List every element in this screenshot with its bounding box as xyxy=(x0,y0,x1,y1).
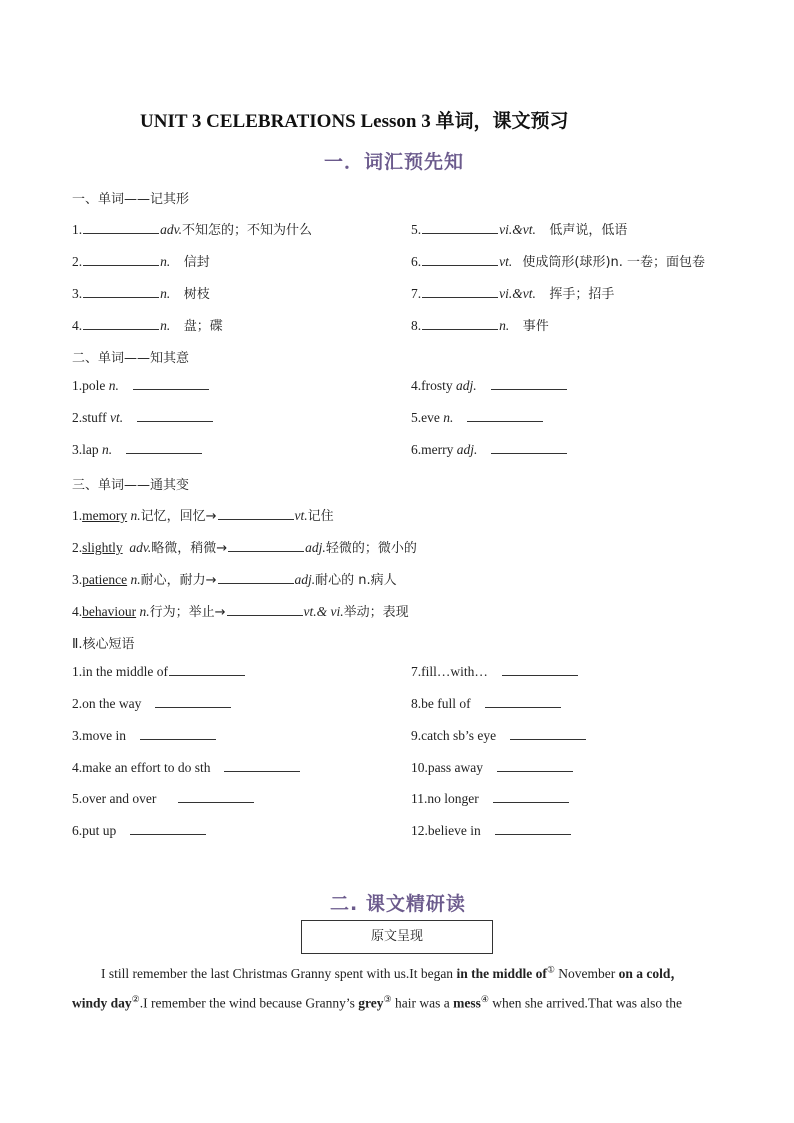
sec2-item: 2.stuff vt. xyxy=(72,410,214,426)
answer-blank[interactable] xyxy=(155,696,231,708)
sec1-item: 1. adv.不知怎的；不知为什么 xyxy=(72,222,313,238)
answer-blank[interactable] xyxy=(495,823,571,835)
sec3-heading: 三、单词——通其变 xyxy=(72,478,190,493)
sec1-item: 3. n. 树枝 xyxy=(72,286,210,302)
answer-blank[interactable] xyxy=(497,760,573,772)
sec2-item: 6.merry adj. xyxy=(411,442,568,458)
answer-blank[interactable] xyxy=(422,318,498,330)
sec1-item: 4. n. 盘；碟 xyxy=(72,318,223,334)
answer-blank[interactable] xyxy=(502,664,578,676)
answer-blank[interactable] xyxy=(227,604,303,616)
phrases-heading: Ⅱ.核心短语 xyxy=(72,637,135,652)
phrase-item: 2.on the way xyxy=(72,696,232,712)
answer-blank[interactable] xyxy=(422,222,498,234)
answer-blank[interactable] xyxy=(510,728,586,740)
answer-blank[interactable] xyxy=(218,508,294,520)
answer-blank[interactable] xyxy=(83,318,159,330)
answer-blank[interactable] xyxy=(218,572,294,584)
phrase-item: 8.be full of xyxy=(411,696,562,712)
answer-blank[interactable] xyxy=(133,378,209,390)
original-text-label: 原文呈现 xyxy=(301,920,493,954)
answer-blank[interactable] xyxy=(126,442,202,454)
answer-blank[interactable] xyxy=(178,791,254,803)
sec3-item: 1.memory n.记忆，回忆→ vt.记住 xyxy=(72,508,334,524)
passage-line-2: windy day②.I remember the wind because Granny’s grey③ hair was a mess④ when she arrived.That was also the xyxy=(72,994,682,1011)
page-title: UNIT 3 CELEBRATIONS Lesson 3 单词，课文预习 xyxy=(140,111,569,132)
sec2-item: 4.frosty adj. xyxy=(411,378,568,394)
phrase-item: 1.in the middle of xyxy=(72,664,246,680)
answer-blank[interactable] xyxy=(83,254,159,266)
sec1-item: 2. n. 信封 xyxy=(72,254,210,270)
sec1-item: 6. vt. 使成筒形(球形)n. 一卷；面包卷 xyxy=(411,254,706,270)
phrase-item: 11.no longer xyxy=(411,791,570,807)
answer-blank[interactable] xyxy=(491,378,567,390)
passage-line-1: I still remember the last Christmas Granny spent with us.It began in the middle of① November on a cold， xyxy=(101,964,684,981)
sec1-item: 7. vi.&vt. 挥手；招手 xyxy=(411,286,615,302)
sec3-item: 2.slightly adv.略微，稍微→ adj.轻微的；微小的 xyxy=(72,540,417,556)
answer-blank[interactable] xyxy=(485,696,561,708)
sec2-item: 1.pole n. xyxy=(72,378,210,394)
answer-blank[interactable] xyxy=(83,222,159,234)
sec3-item: 4.behaviour n.行为；举止→ vt.& vi.举动；表现 xyxy=(72,604,409,620)
sec2-item: 3.lap n. xyxy=(72,442,203,458)
answer-blank[interactable] xyxy=(491,442,567,454)
answer-blank[interactable] xyxy=(467,410,543,422)
part1-heading: 一．词汇预先知 xyxy=(324,151,465,173)
phrase-item: 5.over and over xyxy=(72,791,255,807)
answer-blank[interactable] xyxy=(137,410,213,422)
answer-blank[interactable] xyxy=(224,760,300,772)
answer-blank[interactable] xyxy=(130,823,206,835)
answer-blank[interactable] xyxy=(422,254,498,266)
phrase-item: 12.believe in xyxy=(411,823,572,839)
sec1-item: 8. n. 事件 xyxy=(411,318,549,334)
phrase-item: 7.fill…with… xyxy=(411,664,579,680)
phrase-item: 10.pass away xyxy=(411,760,574,776)
phrase-item: 9.catch sb’s eye xyxy=(411,728,587,744)
answer-blank[interactable] xyxy=(493,791,569,803)
phrase-item: 4.make an effort to do sth xyxy=(72,760,301,776)
answer-blank[interactable] xyxy=(422,286,498,298)
part2-heading: 二. 课文精研读 xyxy=(330,893,466,915)
sec3-item: 3.patience n.耐心，耐力→ adj.耐心的 n.病人 xyxy=(72,572,397,588)
answer-blank[interactable] xyxy=(83,286,159,298)
sec1-heading: 一、单词——记其形 xyxy=(72,192,190,207)
sec1-item: 5. vi.&vt. 低声说，低语 xyxy=(411,222,628,238)
answer-blank[interactable] xyxy=(228,540,304,552)
sec2-item: 5.eve n. xyxy=(411,410,544,426)
phrase-item: 6.put up xyxy=(72,823,207,839)
phrase-item: 3.move in xyxy=(72,728,217,744)
answer-blank[interactable] xyxy=(169,664,245,676)
answer-blank[interactable] xyxy=(140,728,216,740)
sec2-heading: 二、单词——知其意 xyxy=(72,351,190,366)
